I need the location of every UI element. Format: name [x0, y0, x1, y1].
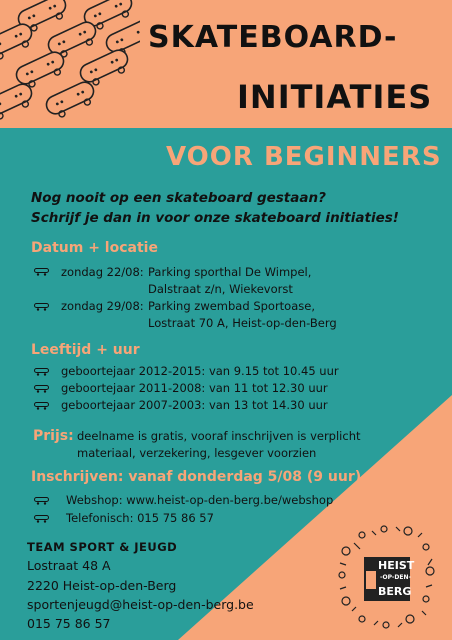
skateboard-bullet-icon	[34, 385, 49, 393]
footer-email[interactable]: sportenjeugd@heist-op-den-berg.be	[27, 597, 254, 612]
telefoon-text: Telefonisch: 015 75 86 57	[66, 511, 214, 525]
datum-item-2-line-2: Lostraat 70 A, Heist-op-den-Berg	[148, 316, 337, 330]
prijs-line-1: deelname is gratis, vooraf inschrijven is verplicht	[77, 429, 361, 443]
leeftijd-item: geboortejaar 2012-2015: van 9.15 tot 10.45 uur	[61, 364, 339, 378]
subtitle: VOOR BEGINNERS	[166, 142, 442, 172]
leeftijd-item: geboortejaar 2011-2008: van 11 tot 12.30 uur	[61, 381, 328, 395]
prijs-label: Prijs:	[33, 428, 74, 444]
prijs-line-2: materiaal, verzekering, lesgever voorzien	[77, 446, 317, 460]
logo-text-3: BERG	[378, 585, 412, 598]
datum-item-1-line-2: Dalstraat z/n, Wiekevorst	[148, 282, 293, 296]
title-line-1: SKATEBOARD-	[148, 20, 398, 55]
skateboard-doodles	[0, 0, 140, 125]
footer-phone: 015 75 86 57	[27, 616, 111, 631]
datum-item-2-label: zondag 29/08:	[61, 299, 144, 313]
logo-text-2: -OP-DEN-	[380, 574, 411, 581]
datum-heading: Datum + locatie	[31, 240, 158, 256]
skateboard-bullet-icon	[34, 368, 49, 376]
intro-line-1: Nog nooit op een skateboard gestaan?	[31, 190, 326, 206]
heist-op-den-berg-logo	[336, 523, 436, 631]
intro-line-2: Schrijf je dan in voor onze skateboard initiaties!	[31, 210, 399, 226]
title-line-2: INITIATIES	[237, 78, 433, 116]
team-name: TEAM SPORT & JEUGD	[27, 540, 178, 554]
skateboard-bullet-icon	[34, 303, 49, 311]
datum-item-2-line-1: Parking zwembad Sportoase,	[148, 299, 315, 313]
skateboard-bullet-icon	[34, 402, 49, 410]
datum-item-1-line-1: Parking sporthal De Wimpel,	[148, 265, 312, 279]
footer-city: 2220 Heist-op-den-Berg	[27, 578, 177, 593]
skateboard-bullet-icon	[34, 268, 49, 276]
leeftijd-heading: Leeftijd + uur	[31, 342, 140, 358]
intro-text	[31, 188, 399, 228]
webshop-link[interactable]: Webshop: www.heist-op-den-berg.be/webshop	[66, 493, 334, 507]
datum-item-1-label: zondag 22/08:	[61, 265, 144, 279]
footer-street: Lostraat 48 A	[27, 558, 111, 573]
logo-text-1: HEIST	[378, 559, 415, 572]
skateboard-bullet-icon	[34, 515, 49, 523]
leeftijd-item: geboortejaar 2007-2003: van 13 tot 14.30 uur	[61, 398, 328, 412]
skateboard-bullet-icon	[34, 497, 49, 505]
inschrijven-heading: Inschrijven: vanaf donderdag 5/08 (9 uur)	[31, 469, 362, 485]
